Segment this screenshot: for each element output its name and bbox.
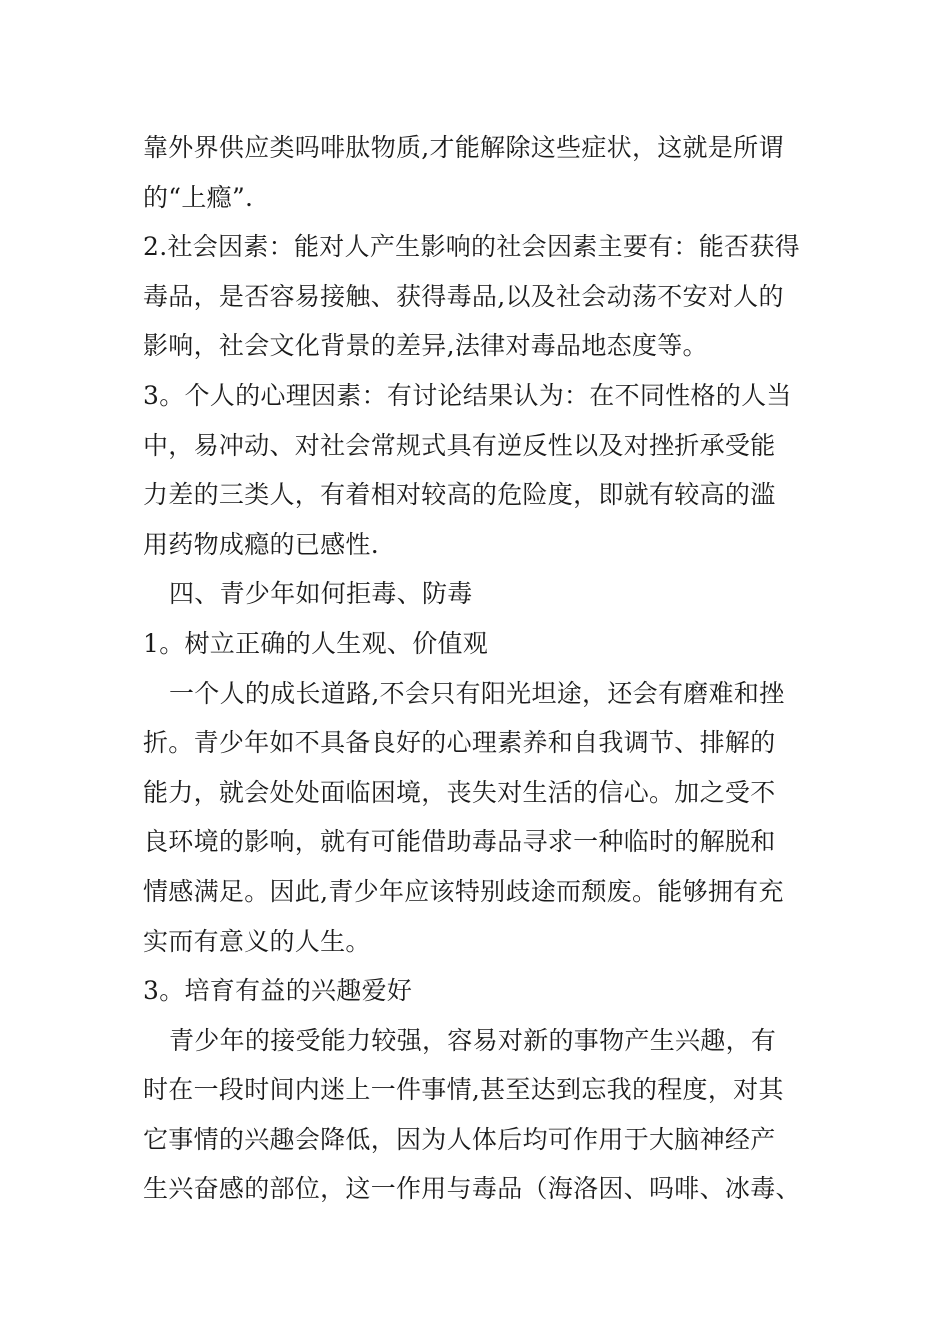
text-line: 的“上瘾”. [143, 182, 254, 212]
text-line: 生兴奋感的部位，这一作用与毒品（海洛因、吗啡、冰毒、 [143, 1174, 801, 1204]
text-line: 靠外界供应类吗啡肽物质,才能解除这些症状，这就是所谓 [143, 133, 784, 162]
text-line: 用药物成瘾的已感性. [143, 529, 379, 559]
text-line: 影响，社会文化背景的差异,法律对毒品地态度等。 [143, 331, 708, 361]
section-heading: 四、青少年如何拒毒、防毒 [169, 579, 473, 609]
text-line: 青少年的接受能力较强，容易对新的事物产生兴趣，有 [169, 1025, 777, 1055]
text-line: 毒品，是否容易接触、获得毒品,以及社会动荡不安对人的 [143, 281, 784, 311]
document-body [143, 123, 833, 1214]
text-line: 3。个人的心理因素：有讨论结果认为：在不同性格的人当 [143, 380, 792, 410]
text-line: 折。青少年如不具备良好的心理素养和自我调节、排解的 [143, 728, 776, 758]
subsection-heading: 3。培育有益的兴趣爱好 [143, 976, 413, 1006]
text-line: 力差的三类人，有着相对较高的危险度，即就有较高的滥 [143, 480, 776, 510]
text-line: 时在一段时间内迷上一件事情,甚至达到忘我的程度，对其 [143, 1075, 784, 1105]
text-line: 一个人的成长道路,不会只有阳光坦途，还会有磨难和挫 [169, 678, 785, 708]
text-line: 中，易冲动、对社会常规式具有逆反性以及对挫折承受能 [143, 430, 776, 460]
subsection-heading: 1。树立正确的人生观、价值观 [143, 628, 489, 658]
text-line: 2.社会因素：能对人产生影响的社会因素主要有：能否获得 [143, 232, 800, 262]
text-line: 实而有意义的人生。 [143, 926, 371, 956]
text-line: 它事情的兴趣会降低，因为人体后均可作用于大脑神经产 [143, 1124, 776, 1154]
text-line: 情感满足。因此,青少年应该特别歧途而颓废。能够拥有充 [143, 876, 784, 906]
text-line: 能力，就会处处面临困境，丧失对生活的信心。加之受不 [143, 777, 776, 807]
text-line: 良环境的影响，就有可能借助毒品寻求一种临时的解脱和 [143, 827, 776, 857]
